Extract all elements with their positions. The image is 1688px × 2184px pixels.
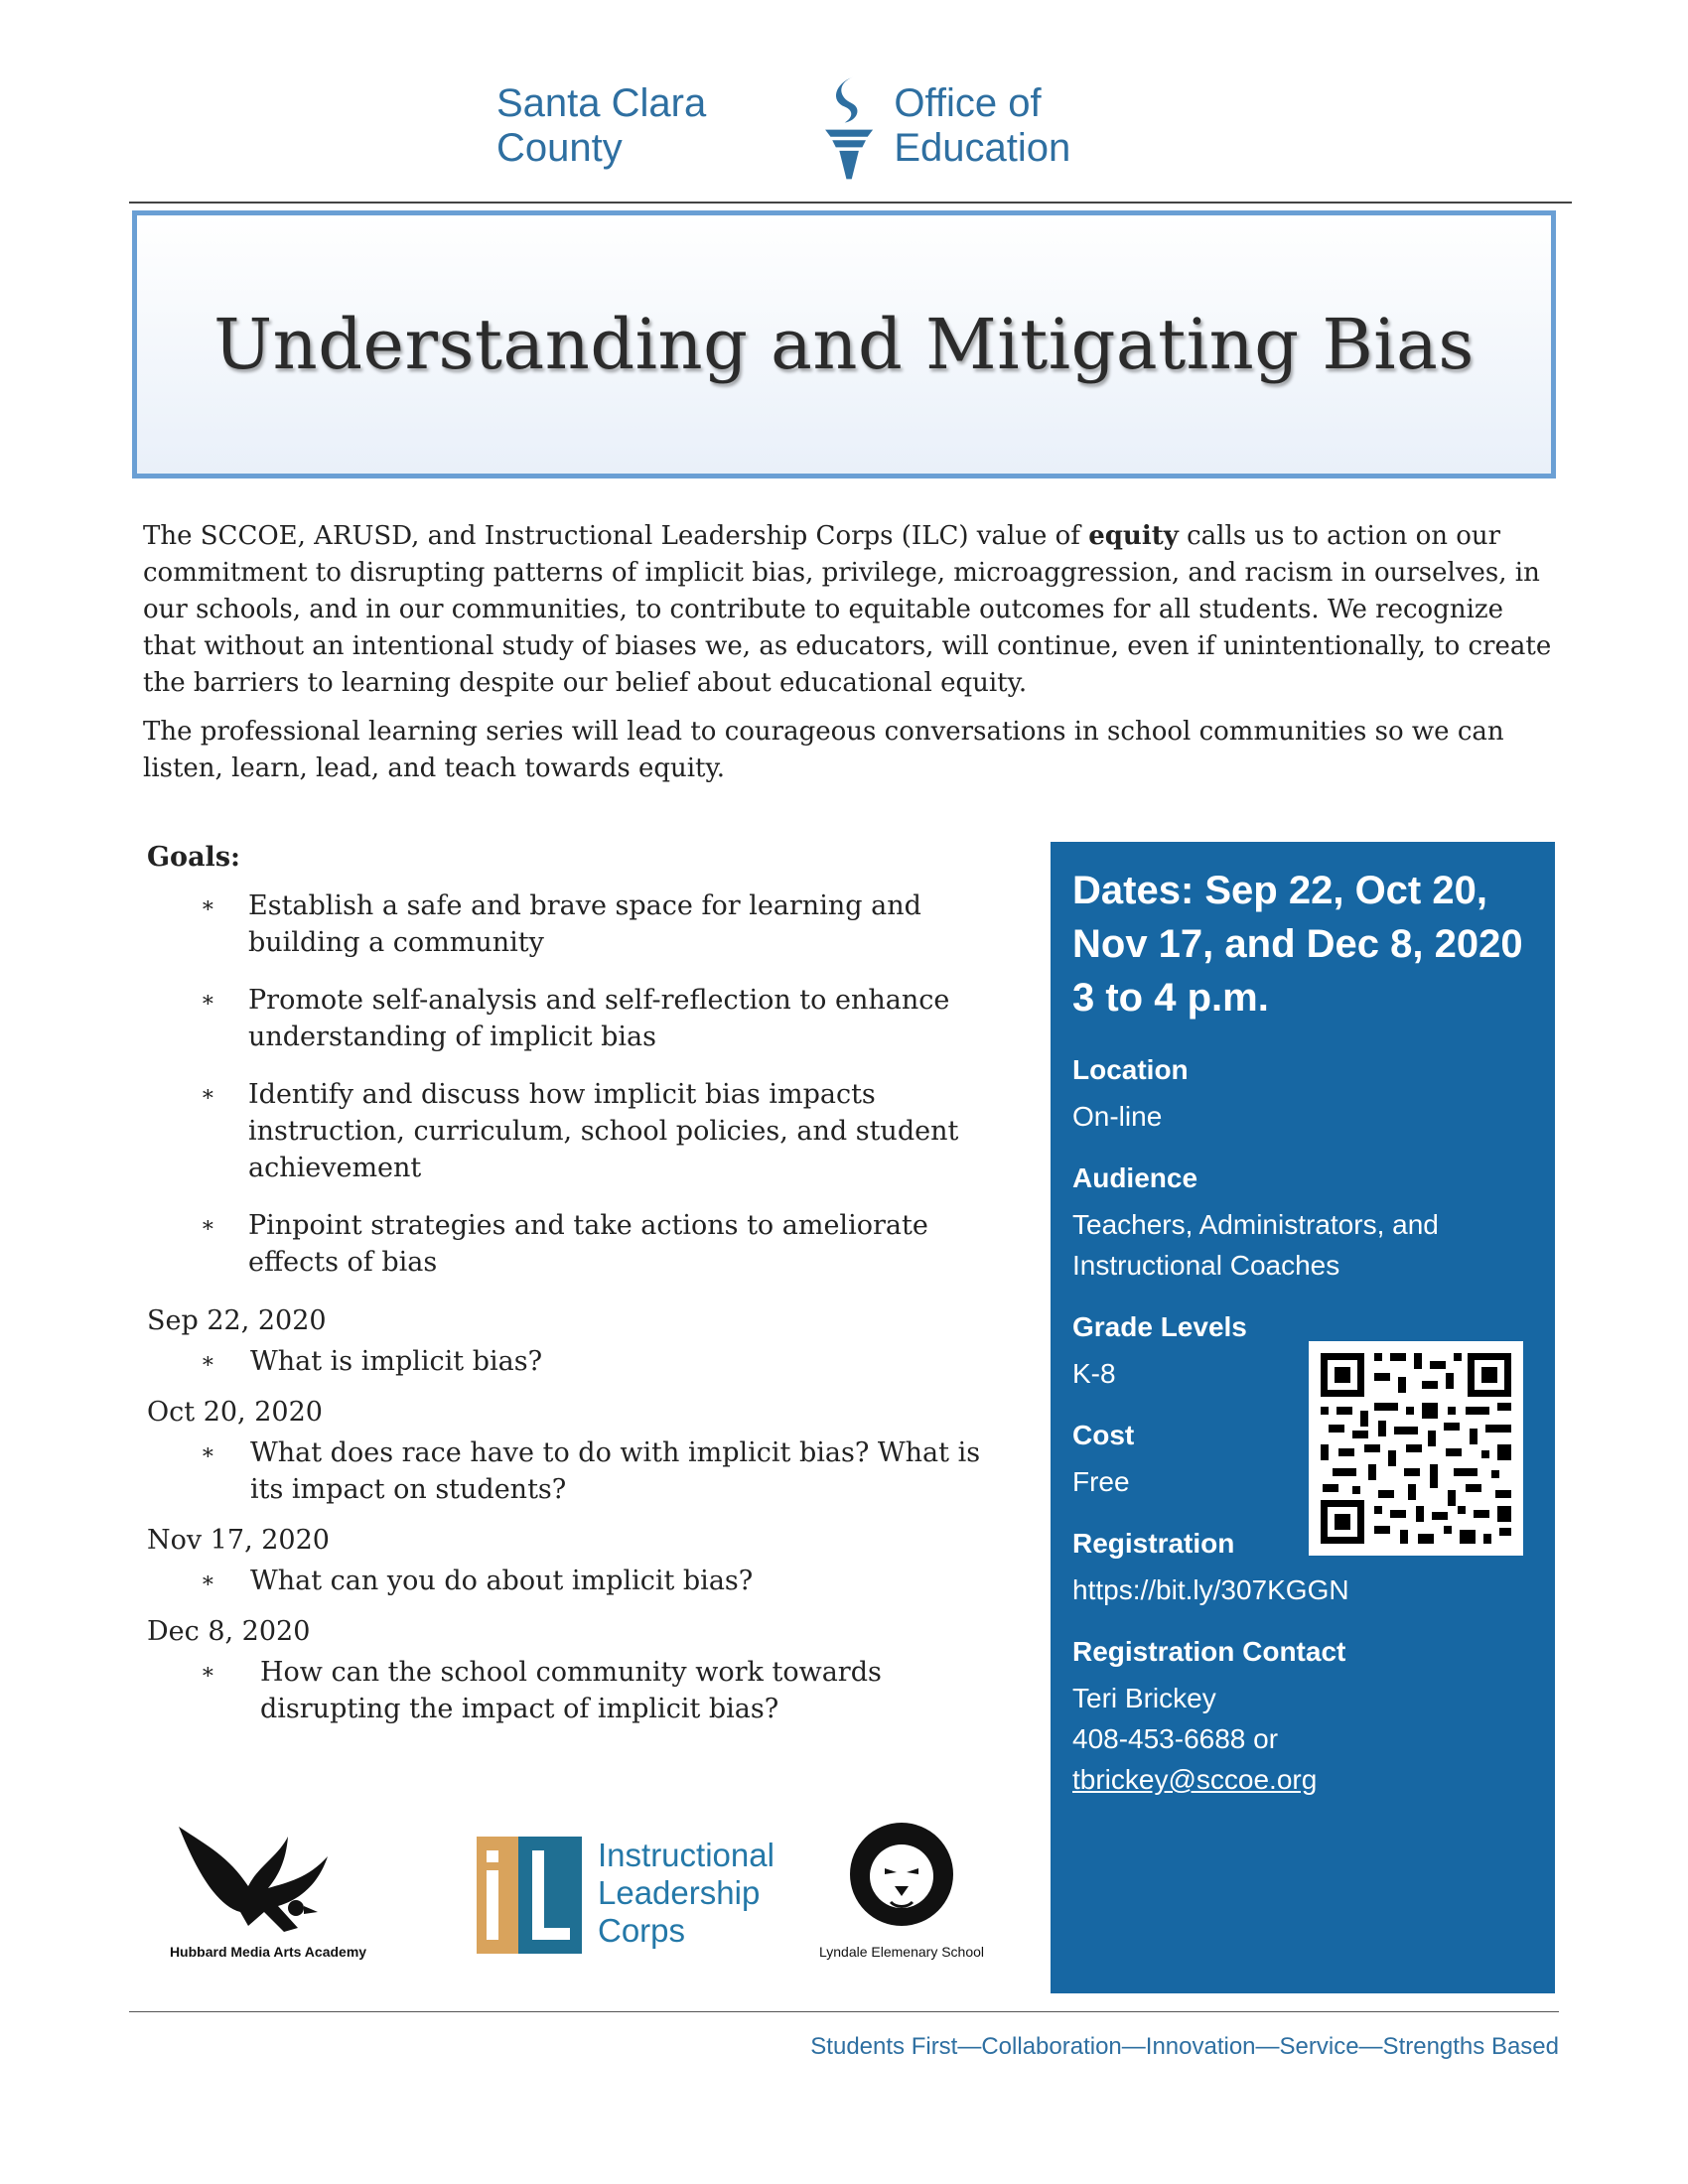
partner-logos — [139, 1817, 1033, 1985]
cost-value: Free — [1072, 1466, 1130, 1497]
audience-label: Audience — [1072, 1162, 1198, 1193]
dates-heading: Dates: Sep 22, Oct 20, Nov 17, and Dec 8, 2020 3 to 4 p.m. — [1072, 869, 1523, 1020]
session-question-text: How can the school community work towards disrupting the impact of implicit bias? — [260, 1657, 882, 1724]
cost-label: Cost — [1072, 1420, 1135, 1450]
goal-item — [147, 982, 991, 1055]
asterisk-bullet-icon: ∗ — [201, 1082, 215, 1107]
header-divider — [129, 202, 1572, 204]
session-item — [147, 1522, 991, 1599]
asterisk-bullet-icon: ∗ — [201, 1440, 215, 1465]
title-banner — [132, 210, 1556, 478]
intro-paragraph-2: The professional learning series will lead to courageous conversations in school communities so we can listen, learn, lead, and teach towards equity. — [143, 717, 1504, 783]
org-name-right: Office of Education — [894, 81, 1071, 170]
hubbard-logo — [139, 1817, 397, 1976]
audience-block — [1072, 1162, 1535, 1286]
session-question — [147, 1434, 991, 1508]
intro-text-start: The SCCOE, ARUSD, and Instructional Leadership Corps (ILC) value of — [143, 521, 1089, 551]
contact-name: Teri Brickey — [1072, 1683, 1216, 1713]
contact-block — [1072, 1636, 1535, 1800]
ilc-line-1: Instructional — [598, 1837, 774, 1873]
ilc-line-3: Corps — [598, 1912, 686, 1949]
event-info-panel — [1051, 842, 1555, 1993]
contact-label: Registration Contact — [1072, 1636, 1346, 1667]
session-date: Dec 8, 2020 — [147, 1616, 311, 1647]
ilc-logo — [477, 1837, 804, 1966]
goal-item — [147, 1076, 991, 1186]
location-value: On-line — [1072, 1101, 1163, 1132]
sccoe-logo — [496, 62, 1192, 191]
asterisk-bullet-icon: ∗ — [201, 893, 215, 918]
location-block — [1072, 1054, 1535, 1137]
session-item — [147, 1613, 991, 1727]
registration-link[interactable]: https://bit.ly/307KGGN — [1072, 1574, 1349, 1605]
asterisk-bullet-icon: ∗ — [201, 1660, 215, 1685]
ilc-logo-text — [598, 1837, 774, 1950]
goals-and-sessions — [147, 839, 991, 1741]
contact-email-link[interactable]: tbrickey@sccoe.org — [1072, 1764, 1318, 1795]
hubbard-logo-text: Hubbard Media Arts Academy — [169, 1944, 367, 1960]
location-label: Location — [1072, 1054, 1189, 1085]
eagle-icon — [169, 1817, 367, 1941]
intro-paragraph-1 — [143, 518, 1553, 702]
lion-icon — [847, 1817, 956, 1941]
session-question-text: What does race have to do with implicit bias? What is its impact on students? — [250, 1437, 981, 1505]
lyndale-logo — [802, 1817, 1001, 1976]
asterisk-bullet-icon: ∗ — [201, 1349, 215, 1374]
ilc-mark-icon — [477, 1837, 582, 1954]
session-date: Oct 20, 2020 — [147, 1397, 323, 1428]
goal-text: Identify and discuss how implicit bias impacts instruction, curriculum, school policies, and student achievement — [248, 1079, 959, 1183]
asterisk-bullet-icon: ∗ — [201, 988, 215, 1013]
goal-item — [147, 1207, 991, 1281]
session-schedule — [147, 1302, 991, 1727]
session-question-text: What can you do about implicit bias? — [250, 1566, 754, 1596]
qr-code[interactable] — [1309, 1341, 1523, 1556]
session-question — [147, 1563, 991, 1599]
intro-equity-word: equity — [1088, 521, 1179, 551]
footer-divider — [129, 2011, 1559, 2012]
asterisk-bullet-icon: ∗ — [201, 1569, 215, 1593]
asterisk-bullet-icon: ∗ — [201, 1213, 215, 1238]
contact-phone: 408-453-6688 or — [1072, 1723, 1279, 1754]
intro-section — [143, 518, 1553, 799]
footer-tagline: Students First—Collaboration—Innovation—Service—Strengths Based — [810, 2033, 1559, 2060]
session-date: Sep 22, 2020 — [147, 1305, 327, 1336]
session-item — [147, 1302, 991, 1380]
goal-list — [147, 887, 991, 1281]
audience-value: Teachers, Administrators, and Instructional Coaches — [1072, 1209, 1439, 1281]
session-item — [147, 1394, 991, 1508]
goals-heading: Goals: — [147, 842, 240, 873]
session-question-text: What is implicit bias? — [250, 1346, 543, 1377]
goal-text: Pinpoint strategies and take actions to ameliorate effects of bias — [248, 1210, 928, 1278]
lyndale-logo-text: Lyndale Elemenary School — [818, 1944, 985, 1960]
torch-icon — [818, 65, 880, 189]
goal-text: Promote self-analysis and self-reflection to enhance understanding of implicit bias — [248, 985, 950, 1052]
ilc-line-2: Leadership — [598, 1874, 761, 1911]
org-name-left: Santa Clara County — [496, 81, 707, 170]
session-date: Nov 17, 2020 — [147, 1525, 330, 1556]
intro-text-end: calls us to action on our commitment to disrupting patterns of implicit bias, privilege, microaggression, and racism in ourselves, in our schools, and in our communities, to contribute to equitable outcomes for all students. We recognize that without an intentional study of biases we, as educators, will continue, even if unintentionally, to create the barriers to learning despite our belief about educational equity. — [143, 521, 1552, 698]
session-question — [147, 1343, 991, 1380]
grade-label: Grade Levels — [1072, 1311, 1247, 1342]
session-question — [147, 1654, 991, 1727]
qr-code-icon — [1309, 1341, 1523, 1556]
grade-value: K-8 — [1072, 1358, 1116, 1389]
goal-text: Establish a safe and brave space for learning and building a community — [248, 890, 921, 958]
registration-label: Registration — [1072, 1528, 1235, 1559]
page-title: Understanding and Mitigating Bias — [213, 304, 1475, 385]
goal-item — [147, 887, 991, 961]
